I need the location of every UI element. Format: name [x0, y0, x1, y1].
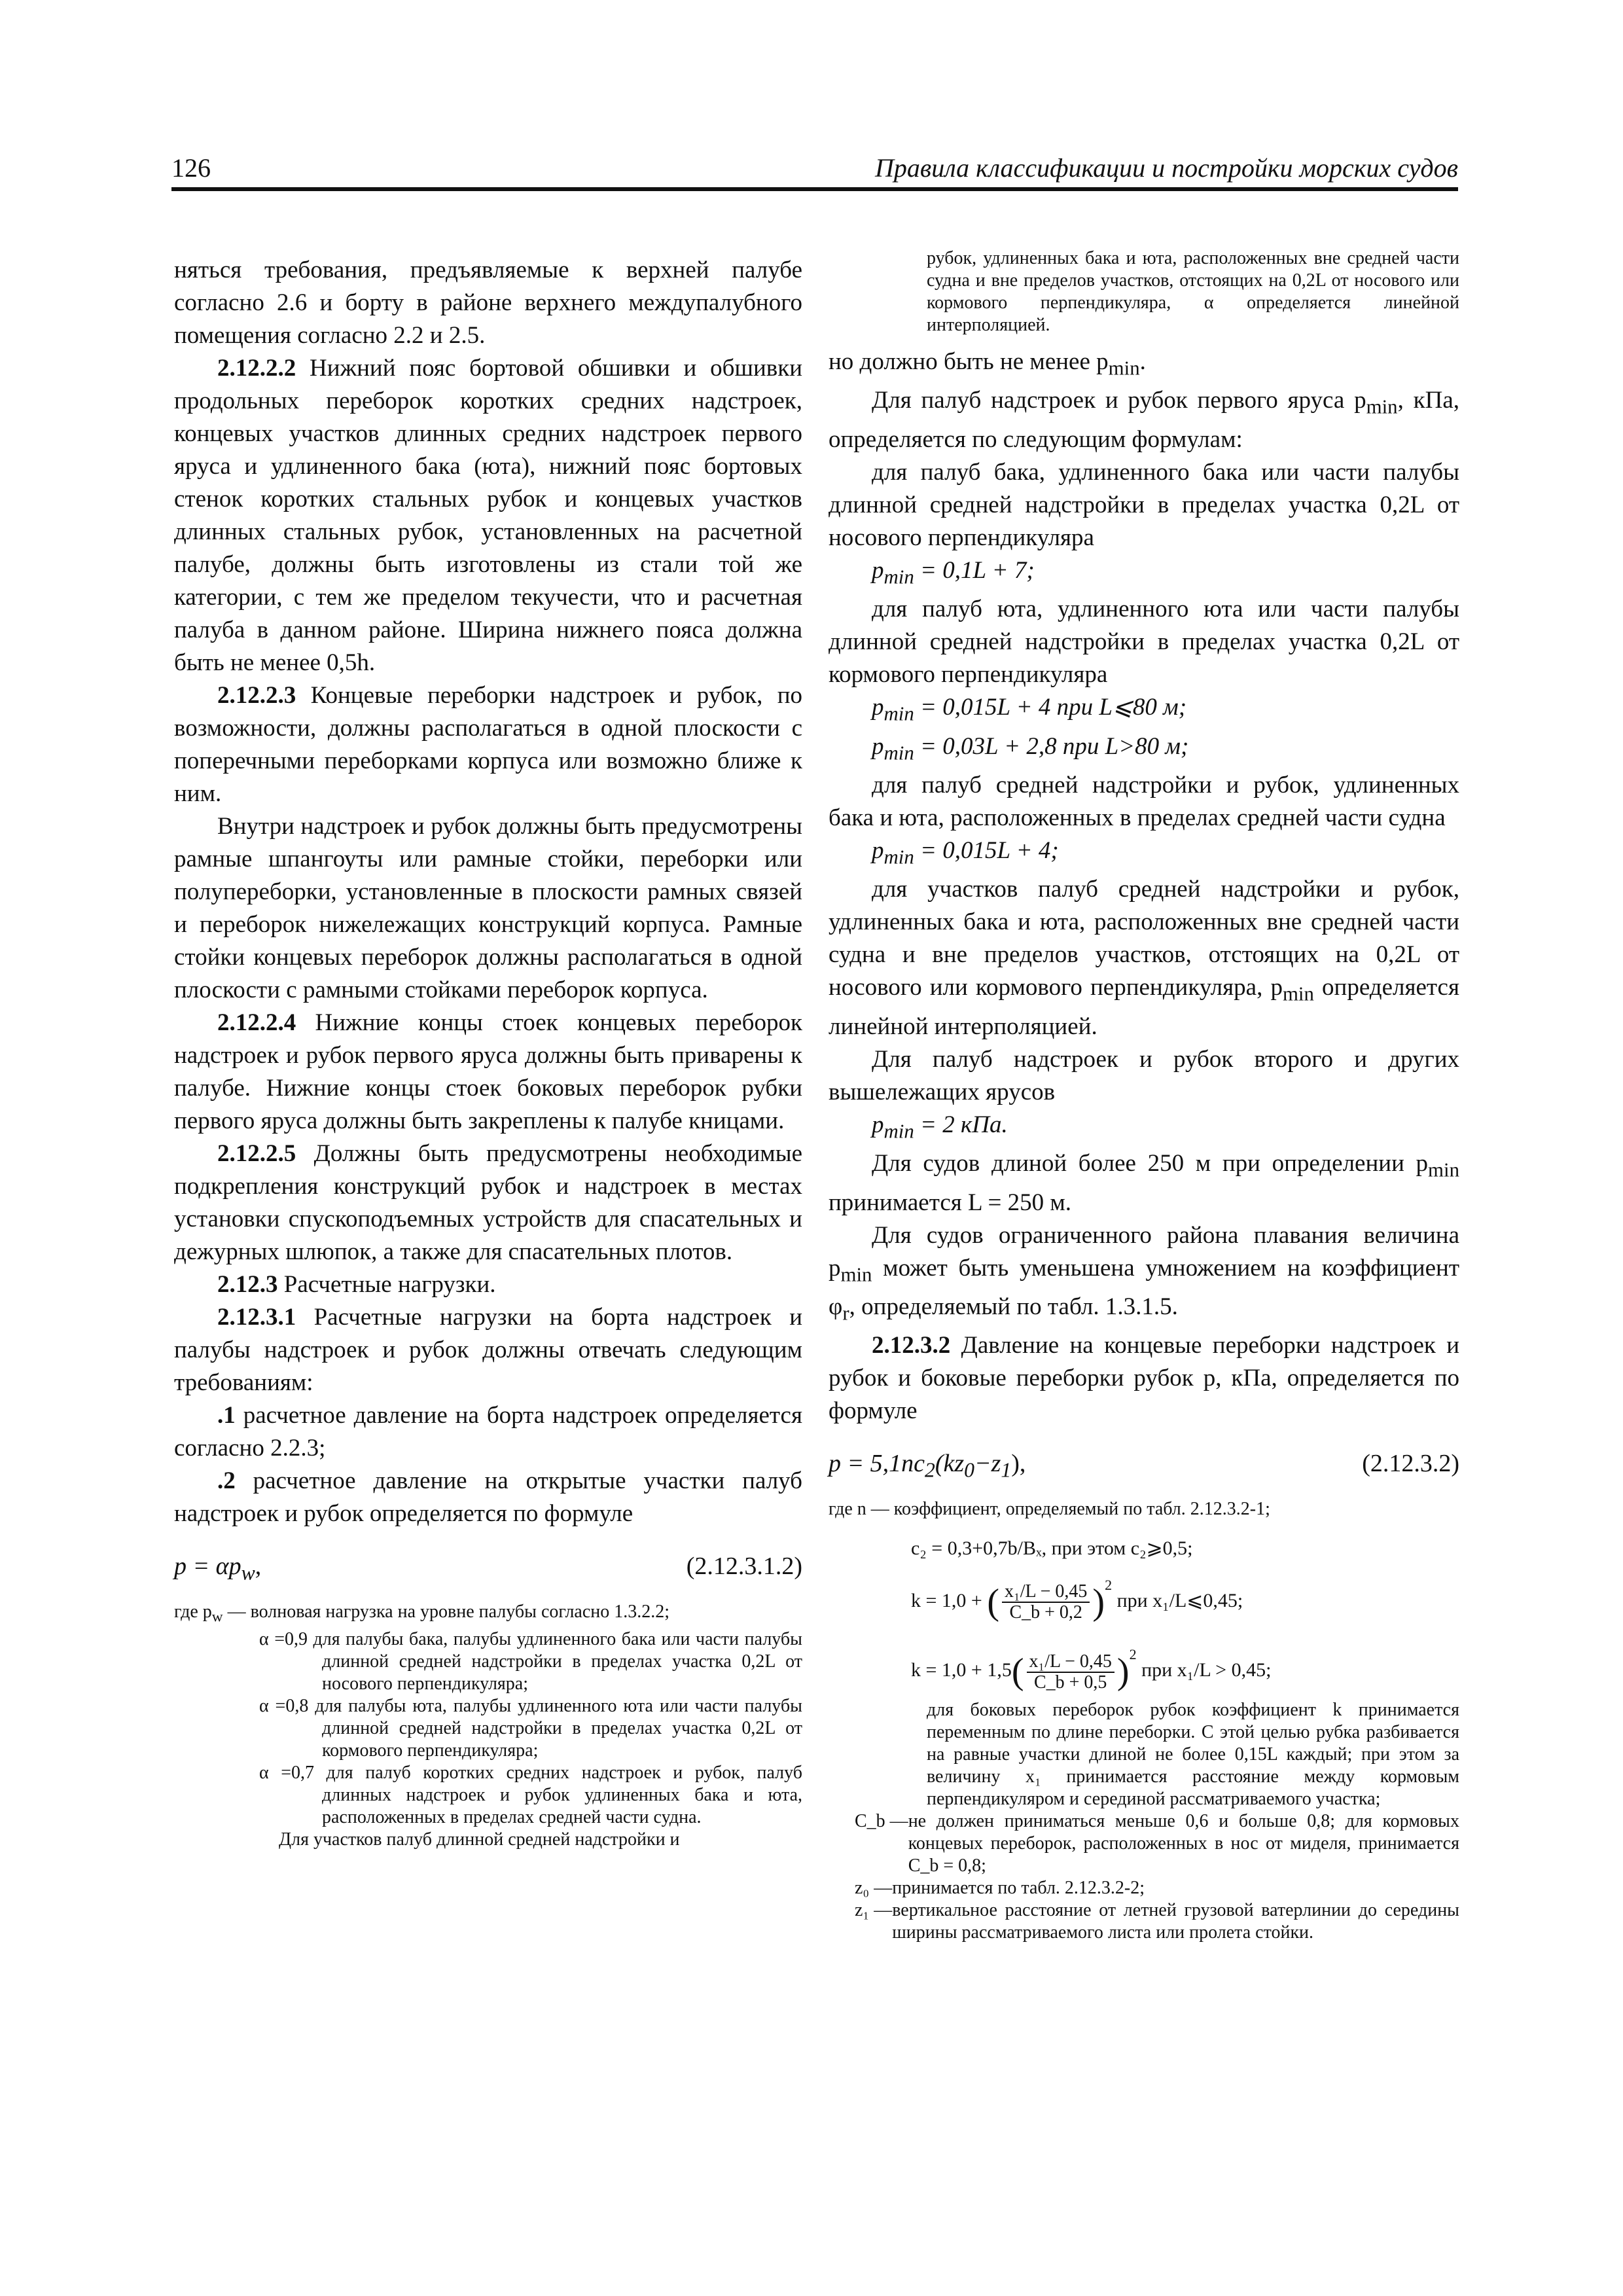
formula-c2: c₂ = 0,3+0,7b/Bₓ, при этом c₂⩾0,5; — [911, 1537, 1193, 1560]
paragraph: Для палуб надстроек и рубок второго и других вышележащих ярусов — [829, 1045, 1459, 1105]
formula-pmin-2: $p_{min} = 0,015L + 4$ при L⩽80 м; — [872, 694, 1187, 725]
definition-z1: z₁ — вертикальное расстояние от летней грузовой ватерлинии до середины ширины рассматриваемого листа или пролета стойки. — [855, 1899, 1459, 1943]
list-item-2: .2 расчетное давление на открытые участки палуб надстроек и рубок определяется по формуле — [174, 1467, 802, 1527]
paragraph: но должно быть не менее $p_{min}$. — [829, 348, 1146, 380]
formula-definitions — [174, 1601, 802, 1851]
paragraph: няться требования, предъявляемые к верхней палубе согласно 2.6 и борту в районе верхнего междупалубного помещения согласно 2.2 и 2.5. — [174, 257, 802, 349]
paragraph: Для судов ограниченного района плавания величина $p_{min}$ может быть уменьшена умножением на коэффициент $\varphi_r$, определяемый по табл. 1.3.1.5. — [829, 1221, 1459, 1325]
paragraph-2-12-2-2: 2.12.2.2 Нижний пояс бортовой обшивки и обшивки продольных переборок коротких средних надстроек, концевых участков длинных средних надстроек первого яруса и удлиненного бака (юта), нижний пояс бортовых стенок коротких стальных рубок и концевых участков длинных стальных рубок, установленных на расчетной палубе, должны быть изготовлены из стали той же категории, с тем же пределом текучести, что и расчетная палуба в данном районе. Ширина нижнего пояса должна быть не менее 0,5h. — [174, 355, 802, 676]
paragraph: Внутри надстроек и рубок должны быть предусмотрены рамные шпангоуты или рамные стойки, переборки или полупереборки, установленные в плоскости рамных связей и переборок нижележащих конструкций корпуса. Рамные стойки концевых переборок должны располагаться в одной плоскости с рамными стойками переборок корпуса. — [174, 813, 802, 1003]
paragraph-2-12-2-5: 2.12.2.5 Должны быть предусмотрены необходимые подкрепления конструкций рубок и надстроек в местах установки спускоподъемных устройств для спасательных и дежурных шлюпок, а также для спасательных плотов. — [174, 1140, 802, 1265]
paragraph: для палуб бака, удлиненного бака или части палубы длинной средней надстройки в пределах участка 0,2L от носового перпендикуляра — [829, 458, 1459, 551]
formula-k-1: k = 1,0 + ( $\frac{\text{x₁/L − 0,45}}{C\_b + 0,2}$ )$^2$ при x₁/L⩽0,45; — [911, 1577, 1243, 1623]
definition-cb: C_b — не должен приниматься меньше 0,6 и больше 0,8; для кормовых концевых переборок, расположенных в нос от миделя, принимается C_b = 0,8; — [855, 1810, 1459, 1876]
definition-alpha-09: α =0,9 для палубы бака, палубы удлиненного бака или части палубы длинной средней надстройки в пределах участка 0,2L от носового перпендикуляра; — [259, 1628, 802, 1694]
paragraph-2-12-2-4: 2.12.2.4 Нижние концы стоек концевых переборок надстроек и рубок первого яруса должны быть приварены к палубе. Нижние концы стоек боковых переборок рубки первого яруса должны быть закреплены к палубе кницами. — [174, 1009, 802, 1134]
page-number: 126 — [171, 153, 211, 183]
formula-2-12-3-1-2: $p = \alpha p_w$, (2.12.3.1.2) — [174, 1550, 802, 1587]
formula-pmin-3: $p_{min} = 0,03L + 2,8$ при L>80 м; — [872, 732, 1189, 764]
formula-pmin-4: $p_{min} = 0,015L + 4$; — [872, 836, 1059, 869]
left-column — [174, 254, 802, 1851]
right-column — [829, 247, 1459, 1944]
formula-number: (2.12.3.1.2) — [686, 1552, 802, 1580]
paragraph: для участков палуб средней надстройки и рубок, удлиненных бака и юта, расположенных вне средней части судна и вне пределов участков, отстоящих на 0,2L от носового или кормового перпендикуляра, $p_{min}$ определяется линейной интерполяцией. — [829, 876, 1459, 1040]
paragraph-2-12-3-2: 2.12.3.2 Давление на концевые переборки надстроек и рубок и боковые переборки рубок p, кПа, определяется по формуле — [829, 1332, 1459, 1425]
formula-number: (2.12.3.2) — [1362, 1450, 1459, 1478]
formula-2-12-3-2: $p = 5,1nc_2(kz_0-z_1)$, (2.12.3.2) — [829, 1447, 1459, 1484]
paragraph: для палуб юта, удлиненного юта или части палубы длинной средней надстройки в пределах участка 0,2L от кормового перпендикуляра — [829, 596, 1459, 689]
list-item-1: .1 расчетное давление на борта надстроек определяется согласно 2.2.3; — [174, 1402, 802, 1462]
definition-n: где n — коэффициент, определяемый по табл. 2.12.3.2-1; — [829, 1499, 1270, 1520]
section-heading-2-12-3: 2.12.3 Расчетные нагрузки. — [217, 1271, 496, 1298]
running-title: Правила классификации и постройки морских судов — [874, 153, 1458, 183]
paragraph-2-12-2-3: 2.12.2.3 Концевые переборки надстроек и рубок, по возможности, должны располагаться в одной плоскости с поперечными переборками корпуса или возможно ближе к ним. — [174, 682, 802, 807]
formula-pmin-1: $p_{min} = 0,1L + 7$; — [872, 556, 1035, 588]
definition-alpha-07: α =0,7 для палуб коротких средних надстроек и рубок, палуб длинных надстроек и рубок удлиненных бака и юта, расположенных в пределах средней части судна. — [259, 1762, 802, 1827]
definition-pw: где $p_w$ — волновая нагрузка на уровне палубы согласно 1.3.2.2; — [174, 1602, 670, 1626]
paragraph: Для судов длиной более 250 м при определении $p_{min}$ принимается L = 250 м. — [829, 1150, 1459, 1216]
definition-z0: z₀ — принимается по табл. 2.12.3.2-2; — [855, 1877, 1145, 1898]
definition-continued: рубок, удлиненных бака и юта, расположенных вне средней части судна и вне пределов участков, отстоящих на 0,2L от носового или кормового перпендикуляра, α определяется линейной интерполяцией. — [927, 248, 1459, 335]
page-header — [171, 145, 1458, 191]
paragraph: для палуб средней надстройки и рубок, удлиненных бака и юта, расположенных в пределах средней части судна — [829, 771, 1459, 831]
formula-pmin-5: $p_{min} = 2$ кПа. — [872, 1111, 1008, 1143]
paragraph-2-12-3-1: 2.12.3.1 Расчетные нагрузки на борта надстроек и палубы надстроек и рубок должны отвечать следующим требованиям: — [174, 1304, 802, 1396]
paragraph: Для палуб надстроек и рубок первого яруса $p_{min}$, кПа, определяется по следующим формулам: — [829, 387, 1459, 453]
definition-alpha-08: α =0,8 для палубы юта, палубы удлиненного юта или части палубы длинной средней надстройки в пределах участка 0,2L от кормового перпендикуляра; — [259, 1695, 802, 1761]
formula-k-2: k = 1,0 + 1,5( $\frac{\text{x₁/L − 0,45}}{C\_b + 0,5}$ )$^2$ при x₁/L > 0,45; — [911, 1646, 1272, 1693]
definition-k-note: для боковых переборок рубок коэффициент k принимается переменным по длине переборки. С этой целью рубка разбивается на равные участки длиной не более 0,15L каждый; при этом за величину x₁ принимается расстояние между кормовым перпендикуляром и серединой рассматриваемого участка; — [927, 1699, 1459, 1809]
definition-continued: Для участков палуб длинной средней надстройки и — [279, 1829, 680, 1850]
